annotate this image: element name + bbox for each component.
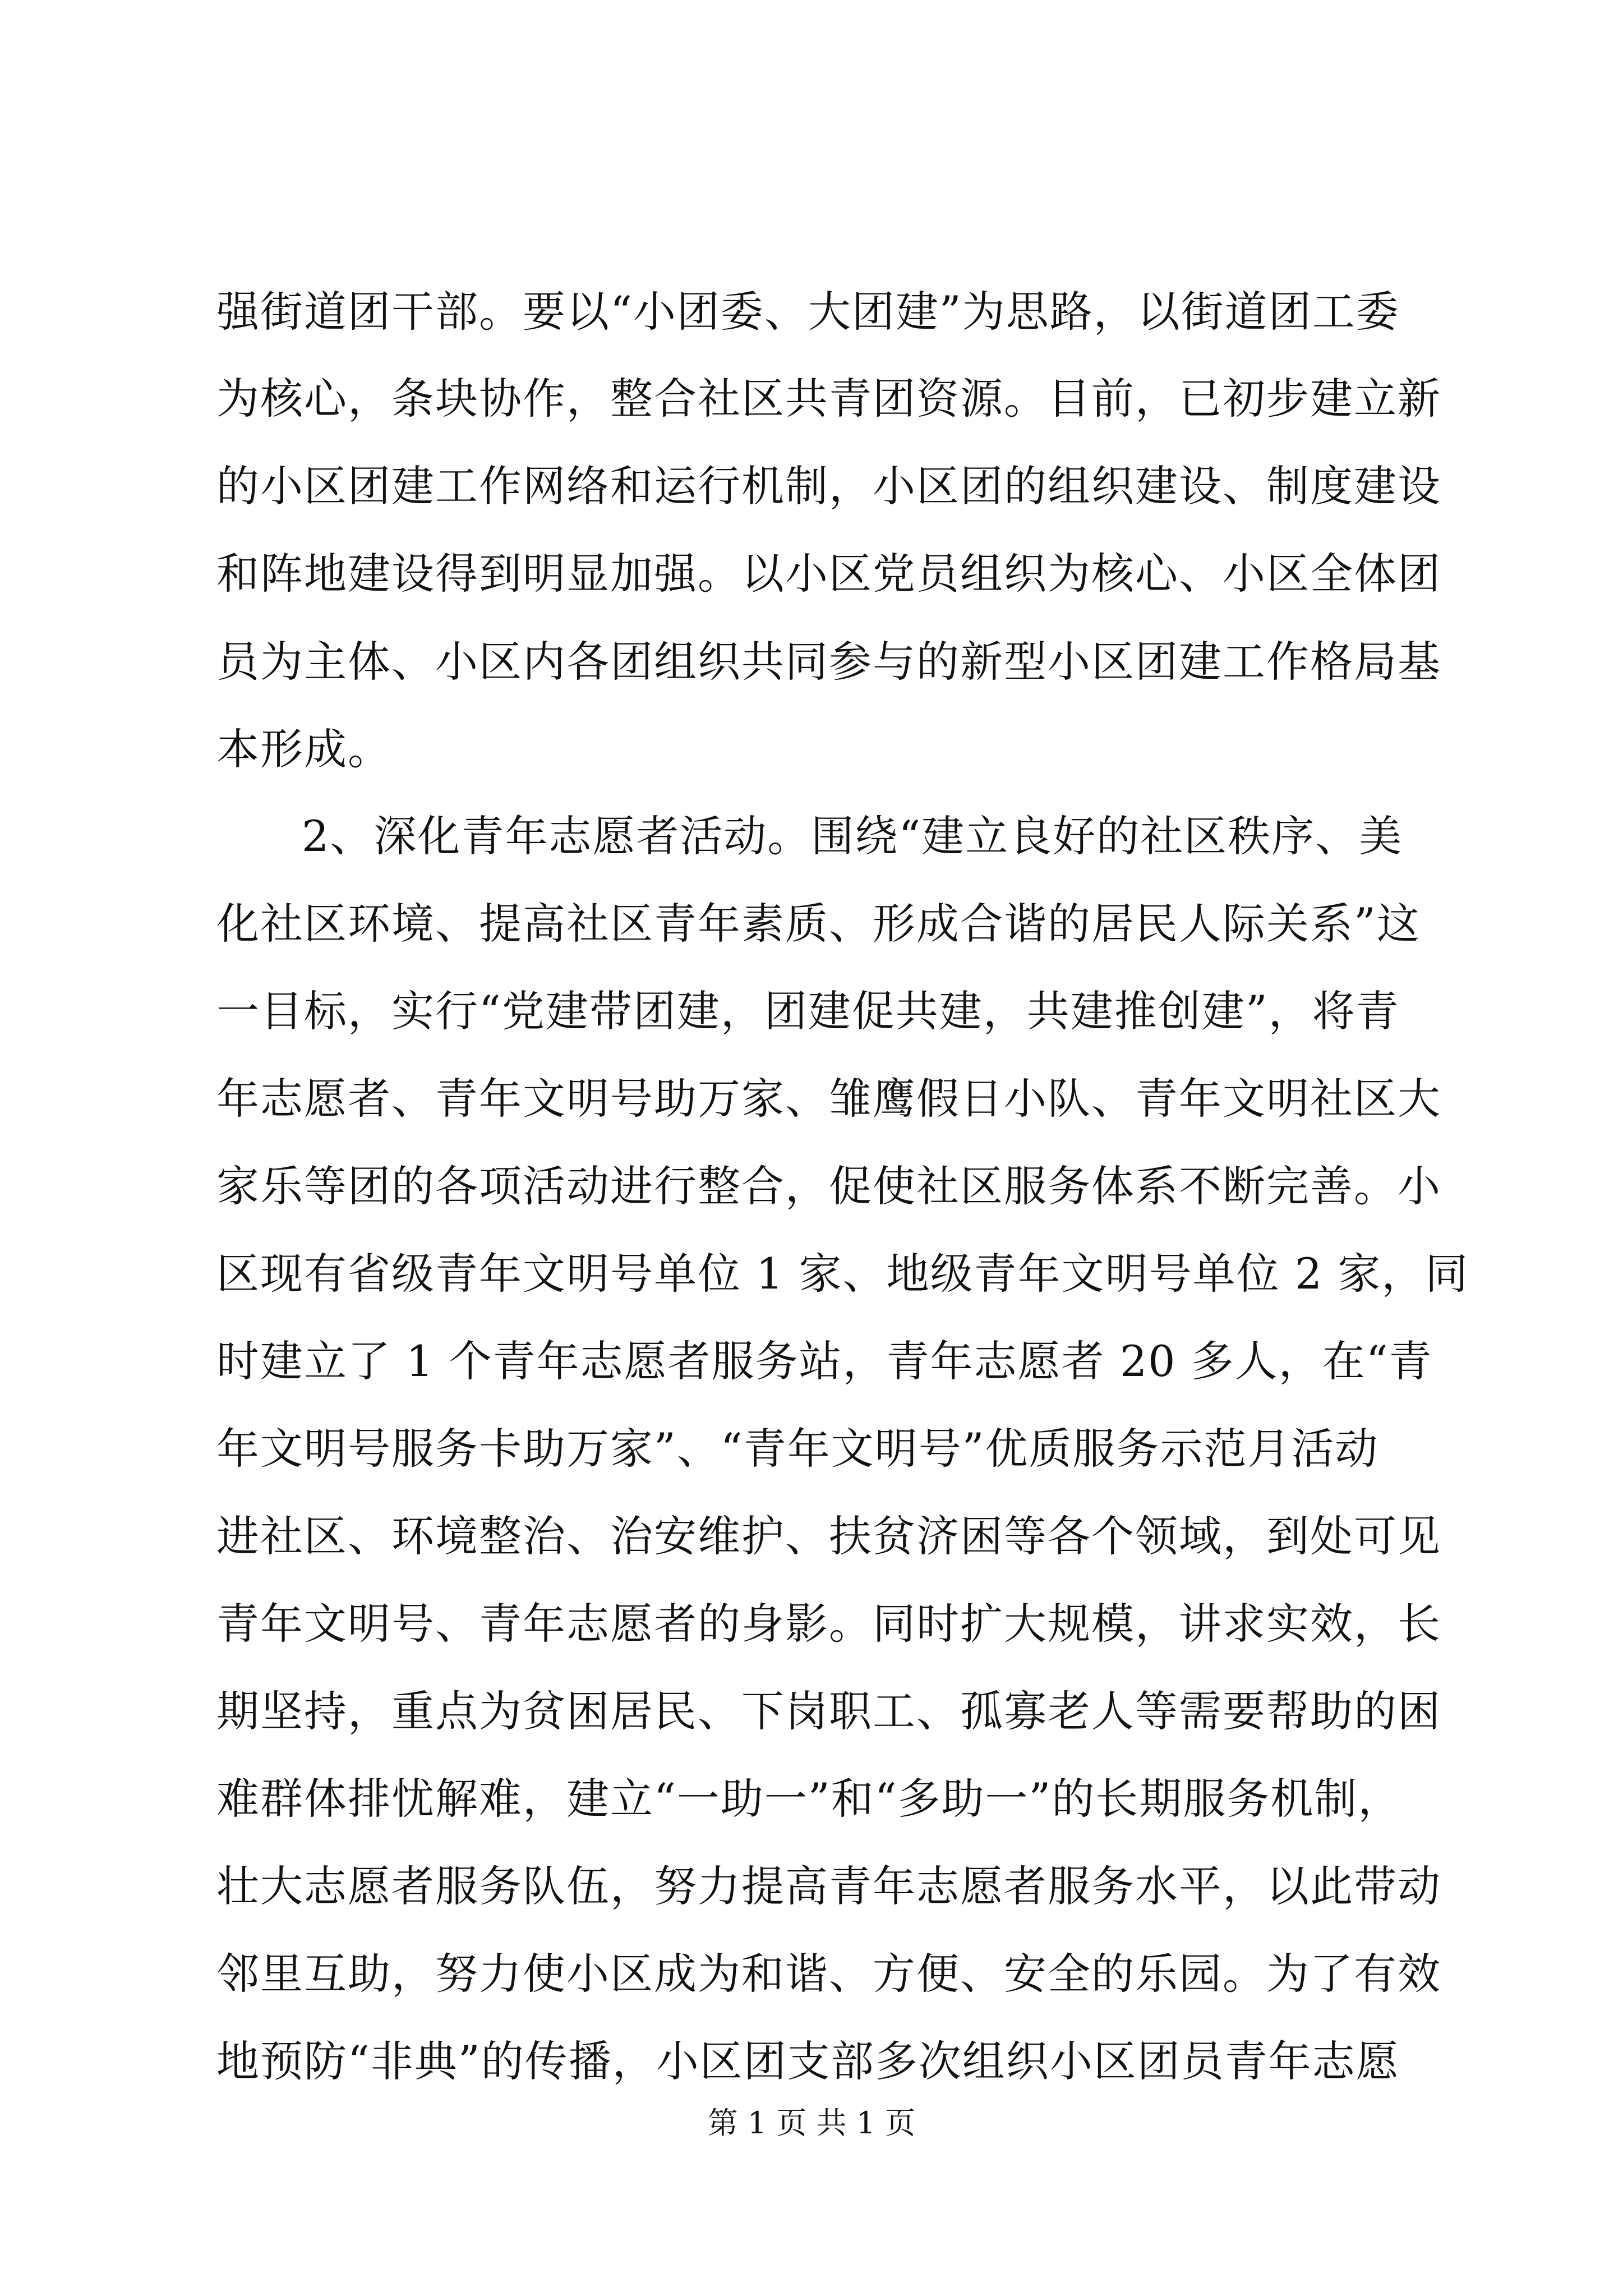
text-line: 家乐等团的各项活动进行整合，促使社区服务体系不断完善。小 [216, 1161, 1441, 1211]
page-footer: 第 1 页 共 1 页 [707, 2105, 916, 2141]
text-line: 为核心，条块协作，整合社区共青团资源。目前，已初步建立新 [216, 374, 1441, 424]
text-line: 时建立了 1 个青年志愿者服务站，青年志愿者 20 多人，在“青 [216, 1336, 1433, 1386]
text-line: 一目标，实行“党建带团建，团建促共建，共建推创建”，将青 [216, 986, 1400, 1036]
text-line: 化社区环境、提高社区青年素质、形成合谐的居民人际关系”这 [216, 899, 1421, 949]
text-line: 地预防“非典”的传播，小区团支部多次组织小区团员青年志愿 [216, 2036, 1400, 2086]
text-line: 难群体排忧解难，建立“一助一”和“多助一”的长期服务机制， [216, 1774, 1402, 1824]
paragraph-first-line: 2、深化青年志愿者活动。围绕“建立良好的社区秩序、美 [302, 811, 1403, 861]
text-line: 员为主体、小区内各团组织共同参与的新型小区团建工作格局基 [216, 637, 1441, 687]
text-line: 壮大志愿者服务队伍，努力提高青年志愿者服务水平，以此带动 [216, 1861, 1441, 1911]
text-line: 的小区团建工作网络和运行机制，小区团的组织建设、制度建设 [216, 461, 1441, 511]
text-line: 期坚持，重点为贫困居民、下岗职工、孤寡老人等需要帮助的困 [216, 1686, 1441, 1736]
text-line: 本形成。 [216, 724, 391, 774]
text-line: 年志愿者、青年文明号助万家、雏鹰假日小队、青年文明社区大 [216, 1074, 1441, 1124]
text-line: 青年文明号、青年志愿者的身影。同时扩大规模，讲求实效，长 [216, 1599, 1441, 1649]
text-line: 进社区、环境整治、治安维护、扶贫济困等各个领域，到处可见 [216, 1511, 1441, 1561]
text-line: 区现有省级青年文明号单位 1 家、地级青年文明号单位 2 家，同 [216, 1249, 1469, 1299]
text-line: 和阵地建设得到明显加强。以小区党员组织为核心、小区全体团 [216, 549, 1441, 599]
text-line: 强街道团干部。要以“小团委、大团建”为思路，以街道团工委 [216, 287, 1400, 337]
text-line: 年文明号服务卡助万家”、“青年文明号”优质服务示范月活动 [216, 1424, 1379, 1474]
text-line: 邻里互助，努力使小区成为和谐、方便、安全的乐园。为了有效 [216, 1949, 1441, 1999]
